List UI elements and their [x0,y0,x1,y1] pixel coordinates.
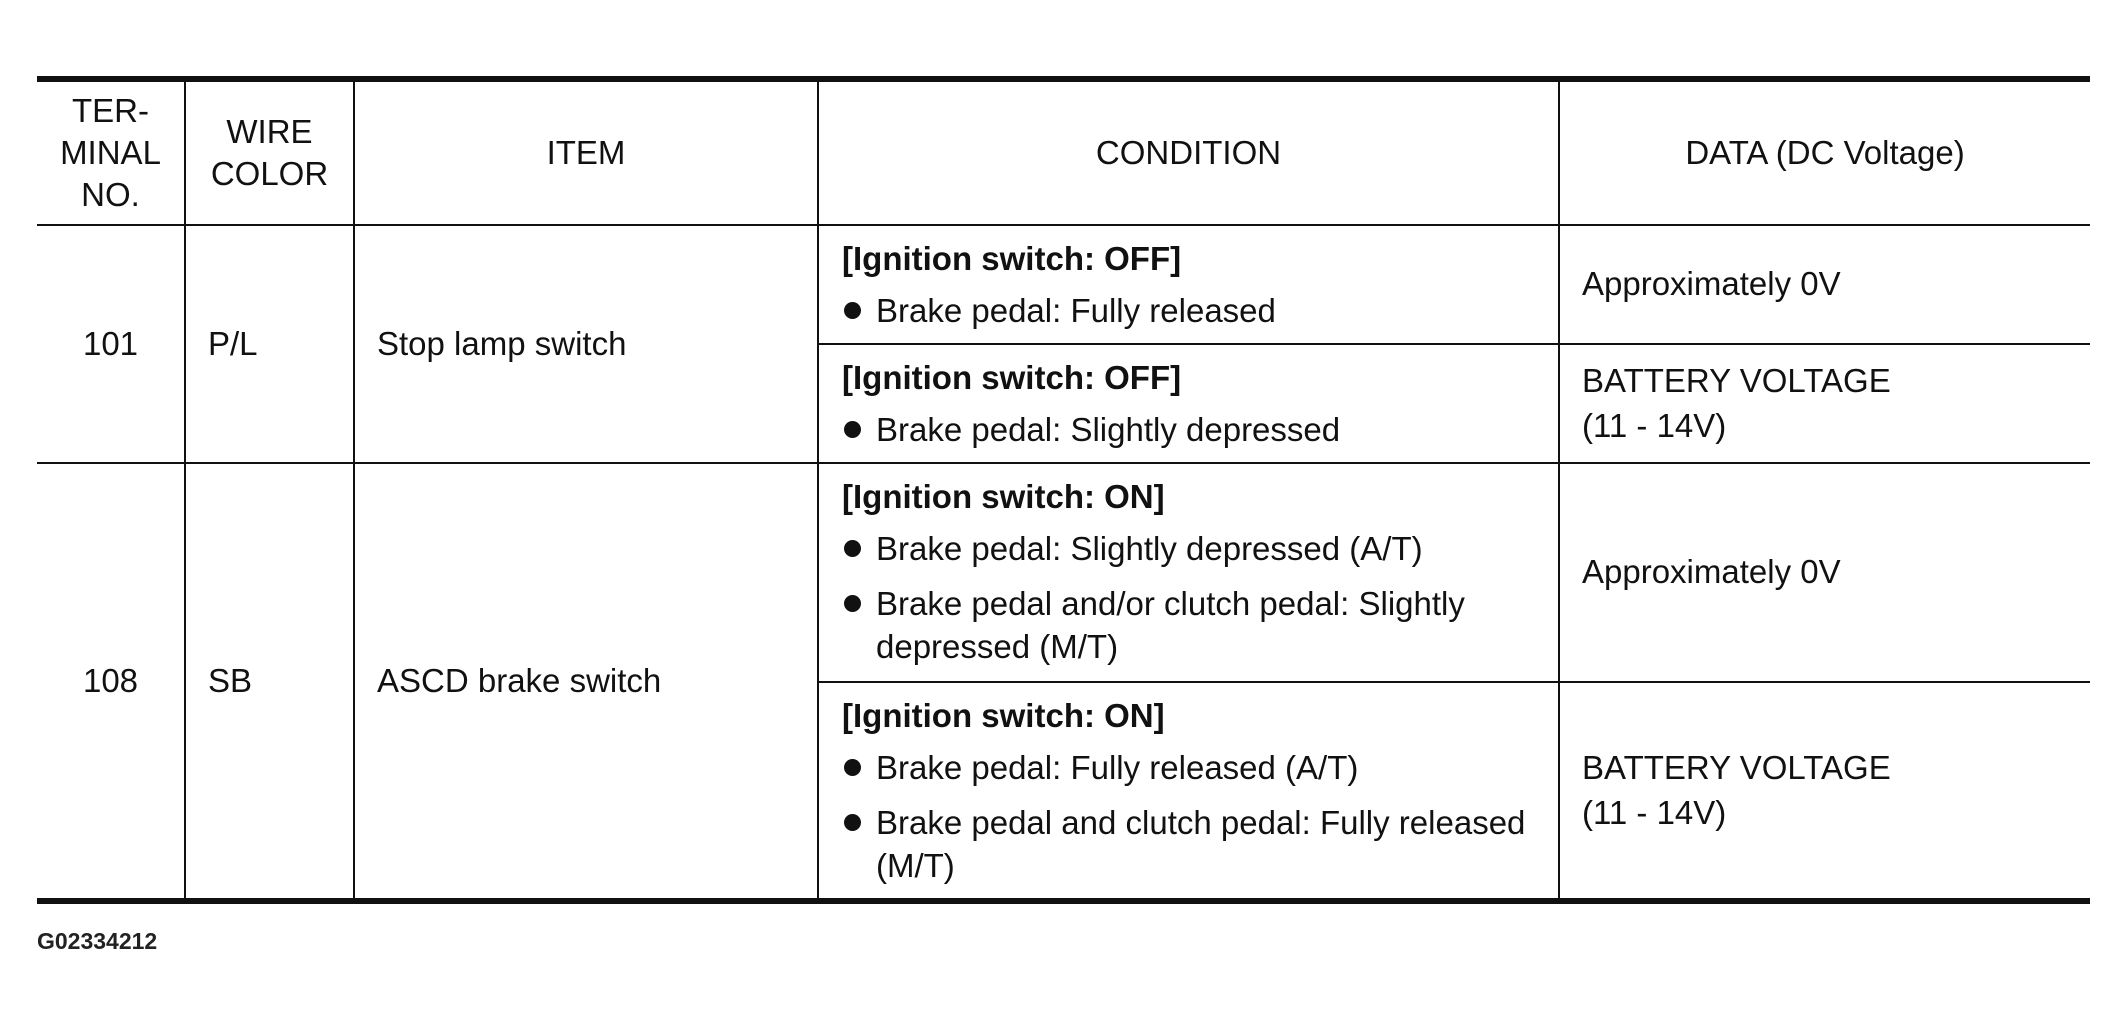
header-wire-line-2: COLOR [210,155,329,192]
header-terminal-no [37,79,185,225]
header-terminal-line-3: NO. [81,176,140,214]
header-terminal-line-1: TER- [72,91,149,129]
condition-cell [818,344,1559,463]
wire-color-cell: SB [185,463,354,901]
data-cell [1559,463,2090,682]
header-terminal-line-2: MINAL [60,133,161,171]
terminal-data-table-wrapper [37,76,2090,904]
condition-bullet [842,290,1540,333]
condition-cell [818,225,1559,344]
condition-bullet-text: Brake pedal and/or clutch pedal: Slightly depressed (M/T) [876,585,1465,666]
terminal-number-cell: 108 [37,463,185,901]
condition-heading: [Ignition switch: OFF] [842,359,1182,397]
condition-bullet [842,802,1540,888]
wire-color-cell: P/L [185,225,354,463]
condition-bullet-text: Brake pedal and clutch pedal: Fully released (M/T) [876,804,1526,885]
terminal-number-cell: 101 [37,225,185,463]
condition-heading: [Ignition switch: ON] [842,478,1165,516]
header-item: ITEM [354,79,818,225]
condition-cell [818,463,1559,682]
condition-bullet [842,528,1540,571]
data-cell [1559,682,2090,901]
bullet-dot-icon [844,540,861,557]
condition-bullet [842,583,1540,669]
condition-heading: [Ignition switch: ON] [842,697,1165,735]
item-cell: ASCD brake switch [354,463,818,901]
bullet-dot-icon [844,759,861,776]
table-row [37,463,2090,682]
data-value: BATTERY VOLTAGE [1582,362,1891,400]
table-header-row [37,79,2090,225]
data-cell [1559,225,2090,344]
data-value: BATTERY VOLTAGE [1582,749,1891,787]
data-value: Approximately 0V [1582,553,1841,591]
bullet-dot-icon [844,302,861,319]
bullet-dot-icon [844,421,861,438]
data-value-range: (11 - 14V) [1582,793,1727,831]
condition-bullet [842,747,1540,790]
item-cell: Stop lamp switch [354,225,818,463]
condition-bullet-text: Brake pedal: Fully released (A/T) [876,749,1359,787]
condition-bullet-text: Brake pedal: Fully released [876,292,1276,330]
table-row [37,225,2090,344]
condition-bullet [842,409,1540,452]
condition-heading: [Ignition switch: OFF] [842,240,1182,277]
header-wire-color [185,79,354,225]
header-condition: CONDITION [818,79,1559,225]
condition-bullet-text: Brake pedal: Slightly depressed (A/T) [876,530,1423,568]
condition-bullet-text: Brake pedal: Slightly depressed [876,411,1341,449]
figure-id: G02334212 [37,928,158,954]
terminal-data-table [37,76,2090,904]
data-value-range: (11 - 14V) [1582,406,1727,444]
data-value: Approximately 0V [1582,265,1841,303]
data-cell [1559,344,2090,463]
bullet-dot-icon [844,814,861,831]
bullet-dot-icon [844,595,861,612]
header-wire-line-1: WIRE [226,112,313,150]
condition-cell [818,682,1559,901]
header-data: DATA (DC Voltage) [1559,79,2090,225]
